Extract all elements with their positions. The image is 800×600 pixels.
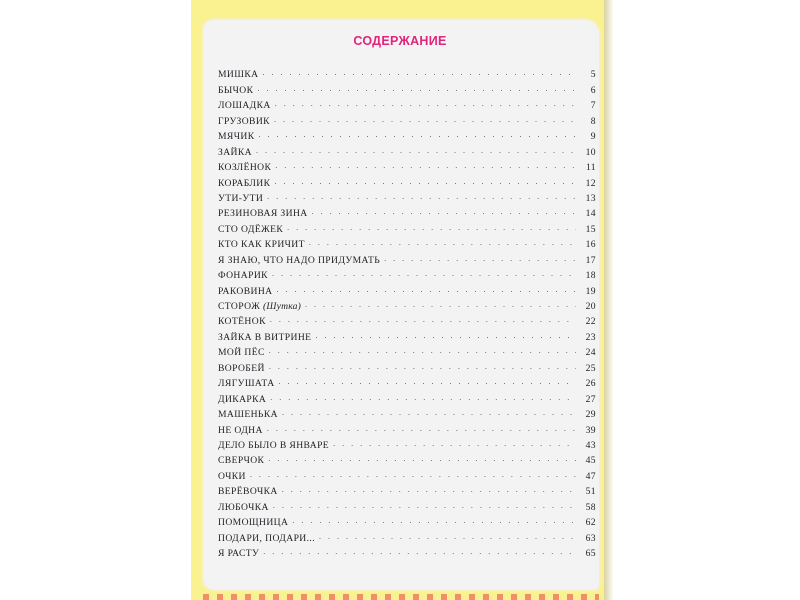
toc-entry-title — [218, 69, 262, 81]
toc-entry-title-text: ФОНАРИК — [218, 270, 268, 282]
toc-entry-title-text: МИШКА — [218, 69, 259, 81]
toc-page-number: 65 — [585, 548, 596, 559]
dot-leader — [250, 469, 576, 481]
toc-entry-title — [218, 455, 268, 467]
toc-entry-title — [218, 224, 287, 236]
toc-entry-title — [218, 471, 250, 483]
toc-page-number: 5 — [590, 69, 596, 81]
dot-leader — [277, 284, 576, 296]
toc-page-number: 18 — [585, 270, 596, 282]
toc-entry-title-text: ДИКАРКА — [218, 393, 267, 405]
toc-entry[interactable] — [218, 298, 596, 313]
toc-entry-title — [218, 162, 275, 174]
toc-entry-subtitle: (Шутка) — [263, 301, 302, 312]
dot-leader — [287, 222, 576, 234]
toc-entry-title-text: ЗАЙКА В ВИТРИНЕ — [218, 331, 312, 343]
dot-leader — [384, 253, 576, 265]
toc-entry-title-text: МОЙ ПЁС — [218, 347, 265, 359]
toc-entry-title — [218, 409, 282, 421]
dot-leader — [257, 83, 576, 95]
toc-entry[interactable] — [218, 81, 596, 96]
toc-entry-title-text: КОРАБЛИК — [218, 177, 271, 189]
toc-entry[interactable] — [218, 452, 596, 467]
dot-leader — [312, 206, 576, 218]
toc-entry-title-text: СТО ОДЁЖЕК — [218, 223, 284, 235]
toc-entry-title-text: МАШЕНЬКА — [218, 409, 278, 421]
table-of-contents — [218, 66, 596, 560]
dot-leader — [270, 392, 576, 404]
toc-entry-title-text: ВЕРЁВОЧКА — [218, 486, 278, 498]
toc-entry-title-text: ПОМОЩНИЦА — [218, 517, 289, 529]
toc-entry-title — [218, 316, 270, 328]
toc-page-number: 15 — [585, 223, 596, 235]
toc-entry-title — [218, 116, 274, 128]
toc-entry[interactable] — [218, 545, 596, 560]
dot-leader — [256, 145, 576, 157]
contents-heading: СОДЕРЖАНИЕ — [353, 34, 447, 48]
toc-entry-title — [218, 517, 292, 529]
dot-leader — [274, 176, 576, 188]
toc-entry[interactable] — [218, 282, 596, 297]
toc-entry-title-text: ПОДАРИ, ПОДАРИ... — [218, 532, 316, 544]
dot-leader — [305, 299, 576, 311]
toc-entry-title-text: Я ЗНАЮ, ЧТО НАДО ПРИДУМАТЬ — [218, 254, 381, 266]
toc-entry-title — [218, 147, 256, 159]
dot-leader — [262, 67, 576, 79]
page-edge-shadow — [604, 0, 614, 600]
toc-entry-title-text: ЛОШАДКА — [218, 100, 271, 112]
toc-page-number: 26 — [585, 378, 596, 390]
toc-entry[interactable] — [218, 205, 596, 220]
toc-entry[interactable] — [218, 344, 596, 359]
toc-entry-title — [218, 301, 305, 313]
toc-entry-title — [218, 533, 319, 545]
toc-entry-title — [218, 208, 312, 220]
toc-page-number: 63 — [585, 532, 596, 544]
toc-page-number: 25 — [585, 362, 596, 374]
toc-page-number: 23 — [585, 331, 596, 343]
toc-entry[interactable] — [218, 421, 596, 436]
toc-entry-title — [218, 440, 333, 452]
toc-entry[interactable] — [218, 375, 596, 390]
dot-leader — [269, 361, 576, 373]
toc-entry-title — [218, 100, 275, 112]
dot-leader — [282, 407, 576, 419]
toc-page-number: 9 — [590, 131, 596, 143]
dot-leader — [282, 484, 576, 496]
toc-entry-title — [218, 394, 270, 406]
toc-entry[interactable] — [218, 437, 596, 452]
toc-entry[interactable] — [218, 390, 596, 405]
dot-leader — [315, 330, 576, 342]
dot-leader — [272, 268, 576, 280]
dot-leader — [292, 515, 576, 527]
toc-page-number: 12 — [585, 177, 596, 189]
dot-leader — [309, 237, 576, 249]
toc-entry-title — [218, 270, 272, 282]
toc-page-number: 39 — [585, 424, 596, 436]
dot-leader — [319, 531, 576, 543]
toc-entry[interactable] — [218, 174, 596, 189]
toc-entry-title — [218, 347, 269, 359]
toc-entry-title-text: МЯЧИК — [218, 131, 255, 143]
dot-leader — [267, 191, 576, 203]
dot-leader — [267, 423, 576, 435]
toc-entry[interactable] — [218, 251, 596, 266]
toc-entry[interactable] — [218, 529, 596, 544]
toc-entry-title-text: ВОРОБЕЙ — [218, 362, 265, 374]
toc-entry-title-text: ЛЯГУШАТА — [218, 378, 275, 390]
toc-entry[interactable] — [218, 406, 596, 421]
dot-leader — [269, 345, 576, 357]
toc-entry-title-text: СТОРОЖ — [218, 301, 261, 312]
toc-page-number: 29 — [585, 409, 596, 421]
toc-page-number: 11 — [585, 162, 596, 174]
toc-entry[interactable] — [218, 267, 596, 282]
toc-entry[interactable] — [218, 112, 596, 127]
toc-entry[interactable] — [218, 359, 596, 374]
toc-entry-title-text: РЕЗИНОВАЯ ЗИНА — [218, 208, 308, 220]
toc-entry-title-text: УТИ-УТИ — [218, 192, 264, 204]
toc-entry-title — [218, 363, 269, 375]
toc-entry-title — [218, 332, 315, 344]
toc-entry-title-text: КОТЁНОК — [218, 316, 266, 328]
toc-entry-title-text: НЕ ОДНА — [218, 424, 263, 436]
dot-leader — [273, 500, 576, 512]
toc-entry[interactable] — [218, 190, 596, 205]
toc-page-number: 62 — [585, 517, 596, 529]
toc-page-number: 13 — [585, 192, 596, 204]
toc-page-number: 7 — [590, 100, 596, 112]
toc-page-number: 20 — [585, 301, 596, 312]
toc-entry-title — [218, 286, 277, 298]
dot-leader — [279, 376, 576, 388]
toc-page-number: 24 — [585, 347, 596, 359]
toc-page-number: 8 — [590, 115, 596, 127]
toc-entry-title — [218, 255, 384, 267]
toc-page-number: 45 — [585, 455, 596, 467]
toc-entry-title — [218, 378, 279, 390]
toc-entry[interactable] — [218, 498, 596, 513]
toc-entry-title-text: ЛЮБОЧКА — [218, 501, 269, 513]
toc-entry-title — [218, 239, 309, 251]
toc-entry[interactable] — [218, 483, 596, 498]
toc-page-number: 22 — [585, 316, 596, 328]
toc-entry-title — [218, 85, 257, 97]
toc-entry-title-text: ДЕЛО БЫЛО В ЯНВАРЕ — [218, 439, 330, 451]
toc-entry-title — [218, 425, 267, 437]
toc-entry-title — [218, 486, 282, 498]
toc-entry-title-text: КТО КАК КРИЧИТ — [218, 239, 305, 251]
dot-leader — [259, 129, 577, 141]
toc-entry-title-text: ОЧКИ — [218, 470, 246, 482]
toc-page-number: 14 — [585, 208, 596, 220]
toc-entry[interactable] — [218, 467, 596, 482]
toc-entry[interactable] — [218, 97, 596, 112]
toc-entry-title — [218, 131, 259, 143]
toc-entry[interactable] — [218, 128, 596, 143]
toc-entry-title-text: ЗАЙКА — [218, 146, 252, 158]
dot-leader — [274, 114, 576, 126]
toc-page-number: 47 — [585, 470, 596, 482]
dot-leader — [263, 546, 576, 558]
dot-leader — [275, 160, 576, 172]
toc-entry-title — [218, 548, 263, 560]
dot-leader — [333, 438, 576, 450]
toc-page-number: 51 — [585, 486, 596, 498]
toc-entry-title-text: СВЕРЧОК — [218, 455, 265, 467]
toc-page-number: 6 — [590, 84, 596, 96]
toc-entry[interactable] — [218, 159, 596, 174]
decorative-border — [203, 594, 599, 600]
toc-page-number: 27 — [585, 393, 596, 405]
toc-entry-title-text: БЫЧОК — [218, 84, 254, 96]
toc-page-number: 58 — [585, 501, 596, 513]
toc-entry-title-text: КОЗЛЁНОК — [218, 162, 272, 174]
dot-leader — [268, 453, 576, 465]
toc-entry-title — [218, 178, 274, 190]
toc-page-number: 16 — [585, 239, 596, 251]
toc-entry-title — [218, 193, 267, 205]
toc-entry[interactable] — [218, 236, 596, 251]
toc-entry[interactable] — [218, 313, 596, 328]
toc-entry[interactable] — [218, 143, 596, 158]
toc-entry[interactable] — [218, 328, 596, 343]
dot-leader — [275, 98, 576, 110]
toc-page-number: 17 — [585, 254, 596, 266]
toc-entry-title-text: Я РАСТУ — [218, 548, 260, 559]
toc-entry[interactable] — [218, 514, 596, 529]
toc-entry[interactable] — [218, 220, 596, 235]
toc-page-number: 10 — [585, 146, 596, 158]
toc-entry-title-text: РАКОВИНА — [218, 285, 273, 297]
toc-entry-title — [218, 502, 273, 514]
toc-entry-title-text: ГРУЗОВИК — [218, 115, 270, 127]
toc-page-number: 43 — [585, 439, 596, 451]
dot-leader — [270, 314, 576, 326]
toc-entry[interactable] — [218, 66, 596, 81]
toc-page-number: 19 — [585, 285, 596, 297]
